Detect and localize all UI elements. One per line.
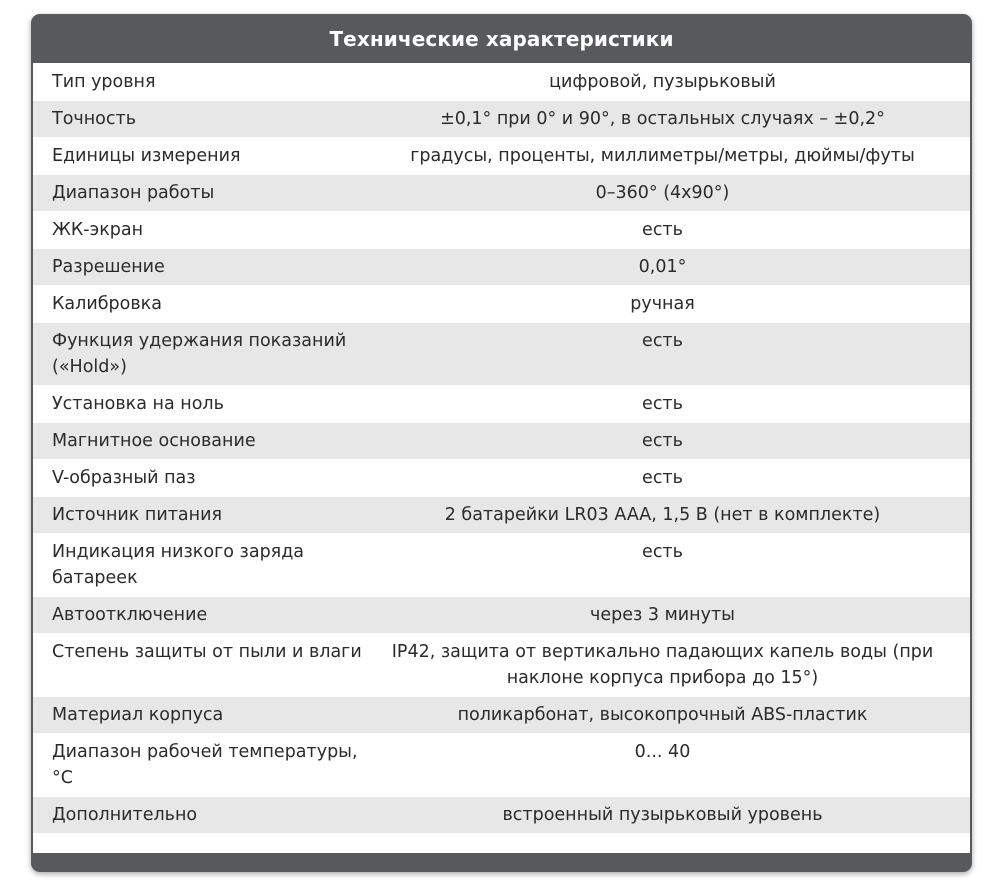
spec-name: Диапазон рабочей температуры, °С <box>52 742 358 788</box>
spec-name: Материал корпуса <box>52 705 224 725</box>
spec-name: Источник питания <box>52 505 222 525</box>
spec-value: ручная <box>630 294 695 314</box>
table-row <box>33 459 970 496</box>
spec-name: Калибровка <box>52 294 162 314</box>
table-row <box>33 63 970 100</box>
table-row <box>33 633 970 696</box>
table-row <box>33 596 970 633</box>
table-row <box>33 211 970 248</box>
spec-name: Функция удержания показаний («Hold») <box>52 331 347 377</box>
spec-value: через 3 минуты <box>590 605 735 625</box>
table-row <box>33 385 970 422</box>
table-body <box>33 63 970 853</box>
spec-name: Разрешение <box>52 257 165 277</box>
table-row <box>33 174 970 211</box>
spec-value: есть <box>642 394 683 414</box>
spec-value: 0... 40 <box>634 742 691 762</box>
table-row <box>33 696 970 733</box>
table-title: Технические характеристики <box>329 26 674 51</box>
spec-value: 0,01° <box>638 257 687 277</box>
table-row <box>33 733 970 796</box>
spec-value: IP42, защита от вертикально падающих капель воды (при наклоне корпуса прибора до 15°) <box>391 642 934 688</box>
table-row <box>33 496 970 533</box>
table-row <box>33 100 970 137</box>
spec-name: V-образный паз <box>52 468 196 488</box>
spec-name: Степень защиты от пыли и влаги <box>52 642 362 662</box>
spec-value: есть <box>642 220 683 240</box>
spec-value: поликарбонат, высокопрочный ABS-пластик <box>457 705 868 725</box>
spec-name: Магнитное основание <box>52 431 256 451</box>
spec-value: есть <box>642 331 683 351</box>
spec-name: Точность <box>52 109 137 129</box>
spec-name: Автоотключение <box>52 605 208 625</box>
spec-name: Тип уровня <box>52 72 156 92</box>
table-row <box>33 796 970 833</box>
table-row <box>33 533 970 596</box>
table-row <box>33 137 970 174</box>
spec-table <box>31 14 972 872</box>
spec-name: ЖК-экран <box>52 220 144 240</box>
spec-value: ±0,1° при 0° и 90°, в остальных случаях – ±0,2° <box>440 109 885 129</box>
spec-name: Индикация низкого заряда батареек <box>52 542 305 588</box>
table-row <box>33 322 970 385</box>
spec-name: Единицы измерения <box>52 146 241 166</box>
spec-value: встроенный пузырьковый уровень <box>502 805 823 825</box>
spec-name: Дополнительно <box>52 805 198 825</box>
spec-name: Диапазон работы <box>52 183 215 203</box>
spec-name: Установка на ноль <box>52 394 224 414</box>
table-row <box>33 422 970 459</box>
table-footer-bar <box>31 853 972 872</box>
table-row <box>33 248 970 285</box>
spec-value: есть <box>642 468 683 488</box>
spec-value: цифровой, пузырьковый <box>549 72 776 92</box>
spec-value: есть <box>642 542 683 562</box>
spec-value: градусы, проценты, миллиметры/метры, дюймы/футы <box>410 146 915 166</box>
table-row <box>33 285 970 322</box>
spec-value: 0–360° (4x90°) <box>595 183 730 203</box>
spec-value: 2 батарейки LR03 AAA, 1,5 В (нет в комплекте) <box>444 505 881 525</box>
spec-value: есть <box>642 431 683 451</box>
